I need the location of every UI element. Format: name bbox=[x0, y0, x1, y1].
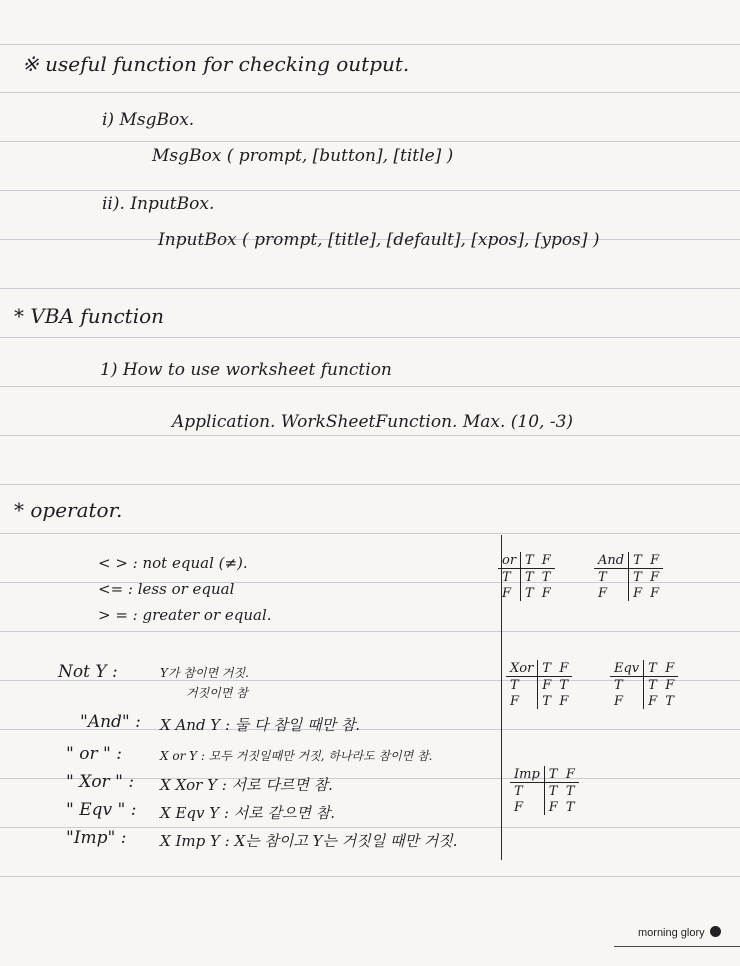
not-desc-1: Y가 참이면 거짓. bbox=[160, 666, 249, 680]
worksheet-function-item: 1) How to use worksheet function bbox=[100, 360, 392, 380]
and-label: "And" : bbox=[80, 712, 141, 732]
inputbox-item: ii). InputBox. bbox=[102, 194, 215, 214]
inputbox-syntax: InputBox ( prompt, [title], [default], [xpos], [ypos] ) bbox=[158, 230, 600, 250]
table-row: F F T bbox=[510, 799, 579, 815]
footer-line bbox=[614, 946, 740, 947]
not-label: Not Y : bbox=[58, 662, 118, 682]
truth-table-eqv: Eqv T F T T F F F T bbox=[610, 660, 678, 709]
truth-table-imp: Imp T F T T T F F T bbox=[510, 766, 579, 815]
table-row: F T F bbox=[498, 585, 555, 601]
xor-label: " Xor " : bbox=[66, 772, 135, 792]
table-row: T F T bbox=[506, 677, 572, 694]
msgbox-item: i) MsgBox. bbox=[102, 110, 195, 130]
truth-table-or: or T F T T T F T F bbox=[498, 552, 555, 601]
and-desc: X And Y : 둘 다 참일 때만 참. bbox=[160, 716, 361, 734]
eqv-desc: X Eqv Y : 서로 같으면 참. bbox=[160, 804, 335, 822]
truth-table-op: And bbox=[594, 552, 629, 569]
truth-table-op: Eqv bbox=[610, 660, 644, 677]
table-row: T T F bbox=[594, 569, 663, 586]
eqv-label: " Eqv " : bbox=[66, 800, 137, 820]
table-row: F F F bbox=[594, 585, 663, 601]
or-desc: X or Y : 모두 거짓일때만 거짓, 하나라도 참이면 참. bbox=[160, 749, 433, 763]
truth-table-and: And T F T T F F F F bbox=[594, 552, 663, 601]
imp-label: "Imp" : bbox=[66, 828, 127, 848]
brand-label: morning glory bbox=[638, 927, 705, 939]
useful-functions-heading: ※ useful function for checking output. bbox=[22, 52, 410, 76]
not-desc-2: 거짓이면 참 bbox=[186, 686, 248, 700]
operator-heading: * operator. bbox=[14, 498, 123, 522]
op-greater-equal: > = : greater or equal. bbox=[98, 606, 272, 624]
table-row: F T F bbox=[506, 693, 572, 709]
table-row: F F T bbox=[610, 693, 678, 709]
table-row: T T F bbox=[610, 677, 678, 694]
truth-table-op: or bbox=[498, 552, 521, 569]
msgbox-syntax: MsgBox ( prompt, [button], [title] ) bbox=[152, 146, 454, 166]
table-row: T T T bbox=[498, 569, 555, 586]
worksheet-function-example: Application. WorkSheetFunction. Max. (10, -3) bbox=[172, 412, 574, 432]
vba-function-heading: * VBA function bbox=[14, 304, 165, 328]
xor-desc: X Xor Y : 서로 다르면 참. bbox=[160, 776, 333, 794]
op-less-equal: <= : less or equal bbox=[98, 580, 235, 598]
imp-desc: X Imp Y : X는 참이고 Y는 거짓일 때만 거짓. bbox=[160, 832, 458, 850]
truth-table-xor: Xor T F T F T F T F bbox=[506, 660, 572, 709]
truth-table-op: Xor bbox=[506, 660, 538, 677]
truth-table-op: Imp bbox=[510, 766, 544, 783]
op-not-equal: < > : not equal (≠). bbox=[98, 554, 248, 572]
or-label: " or " : bbox=[66, 744, 122, 764]
notebook-brand bbox=[638, 926, 721, 939]
table-row: T T T bbox=[510, 783, 579, 800]
flower-logo-icon bbox=[710, 926, 721, 937]
